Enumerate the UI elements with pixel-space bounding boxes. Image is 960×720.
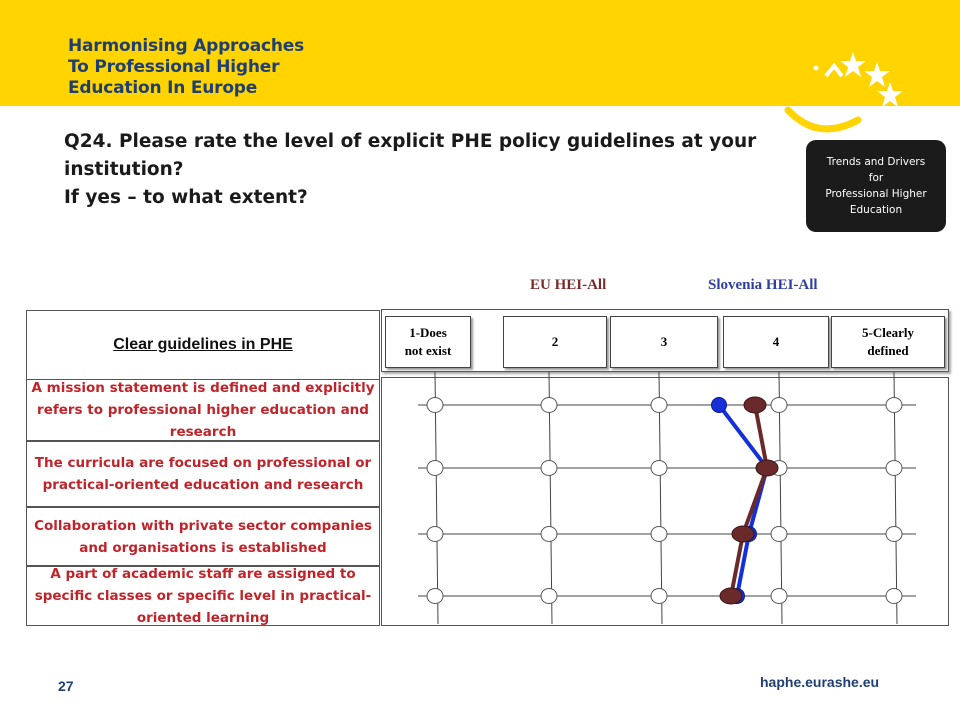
scale-option-circle — [427, 461, 443, 476]
series-line — [731, 405, 767, 596]
item-label: A part of academic staff are assigned to specific classes or specific level in practical-oriented learning — [26, 566, 380, 626]
scale-option-circle — [651, 527, 667, 542]
trends-line: Trends and Drivers — [826, 156, 926, 168]
trends-line: for — [868, 172, 884, 184]
item-label: The curricula are focused on professional or practical-oriented education and research — [26, 441, 380, 507]
scale-option-circle — [541, 461, 557, 476]
scale-label: 5-Clearly defined — [831, 316, 945, 368]
eu-data-point — [756, 460, 778, 476]
scale-option-circle — [886, 398, 902, 413]
scale-option-circle — [886, 461, 902, 476]
item-label: Collaboration with private sector companies and organisations is established — [26, 507, 380, 566]
scale-option-circle — [427, 589, 443, 604]
logo-line: Education In Europe — [68, 78, 258, 98]
scale-label: 2 — [503, 316, 607, 368]
scale-option-circle — [427, 398, 443, 413]
trends-line: Education — [849, 204, 903, 216]
scale-option-circle — [886, 527, 902, 542]
scale-option-circle — [541, 527, 557, 542]
scale-option-circle — [541, 589, 557, 604]
scale-option-circle — [427, 527, 443, 542]
website-url: haphe.eurashe.eu — [760, 674, 880, 690]
question-line: Q24. Please rate the level of explicit PHE policy guidelines at your — [64, 131, 757, 152]
scale-option-circle — [651, 398, 667, 413]
scale-option-circle — [771, 527, 787, 542]
scale-label: 4 — [723, 316, 829, 368]
legend-eu: EU HEI-All — [530, 277, 607, 293]
row-header: Clear guidelines in PHE — [26, 310, 380, 380]
slovenia-data-point — [712, 398, 727, 413]
legend-slovenia: Slovenia HEI-All — [708, 277, 818, 293]
trends-line: Professional Higher — [825, 188, 927, 200]
scale-label: 1-Does not exist — [385, 316, 471, 368]
scale-option-circle — [771, 589, 787, 604]
scale-option-circle — [651, 589, 667, 604]
page-number: 27 — [58, 678, 74, 694]
item-label: A mission statement is defined and explicitly refers to professional higher education and research — [26, 379, 380, 441]
question-line: If yes – to what extent? — [64, 187, 308, 208]
scale-option-circle — [886, 589, 902, 604]
scale-option-circle — [651, 461, 667, 476]
eu-data-point — [744, 397, 766, 413]
scale-label: 3 — [610, 316, 718, 368]
eu-data-point — [720, 588, 742, 604]
logo-line: Harmonising Approaches — [68, 36, 304, 56]
scale-option-circle — [771, 398, 787, 413]
logo-line: To Professional Higher — [68, 57, 280, 77]
question-line: institution? — [64, 159, 184, 180]
scale-option-circle — [541, 398, 557, 413]
eu-data-point — [732, 526, 754, 542]
